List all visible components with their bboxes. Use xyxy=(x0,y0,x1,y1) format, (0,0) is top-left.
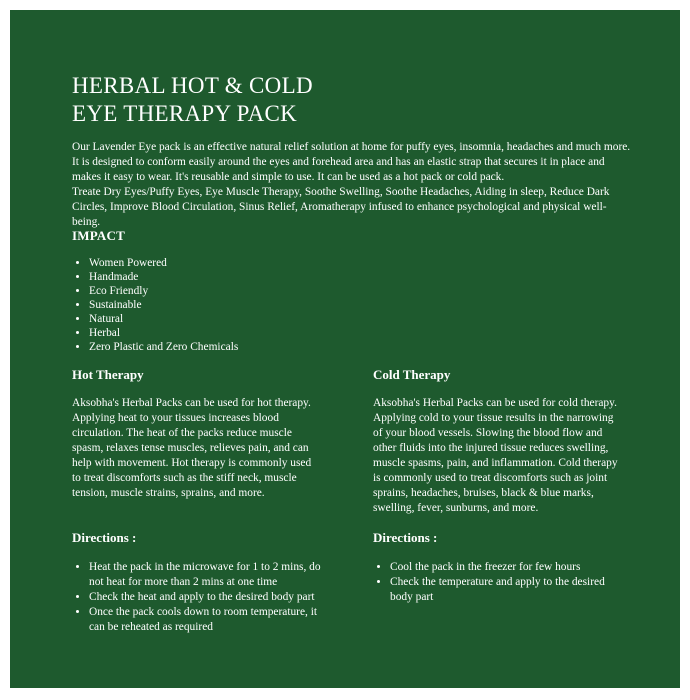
hot-directions-heading: Directions : xyxy=(72,530,137,545)
impact-item: • Eco Friendly xyxy=(89,284,238,298)
hot-direction-item: • Heat the pack in the microwave for 1 to 2 mins, do not heat for more than 2 mins at one time xyxy=(89,560,324,590)
intro-paragraph-2: Treate Dry Eyes/Puffy Eyes, Eye Muscle Therapy, Soothe Swelling, Soothe Headaches, Aiding in sleep, Reduce Dark Circles, Improve Blood Circulation, Sinus Relief, Aromatherapy infused to enhance psychological and physical well-being. xyxy=(72,186,610,228)
cold-direction-item: • Check the temperature and apply to the desired body part xyxy=(390,575,625,605)
impact-list xyxy=(72,256,238,354)
cold-directions-heading: Directions : xyxy=(373,530,438,545)
impact-heading: IMPACT xyxy=(72,228,125,243)
impact-item: • Natural xyxy=(89,312,238,326)
impact-item: • Handmade xyxy=(89,270,238,284)
product-info-panel xyxy=(10,10,680,688)
hot-directions-list xyxy=(72,560,324,635)
intro-description xyxy=(72,140,632,230)
title-line-2: EYE THERAPY PACK xyxy=(72,101,298,126)
cold-directions-list xyxy=(373,560,625,605)
intro-paragraph-1: Our Lavender Eye pack is an effective natural relief solution at home for puffy eyes, insomnia, headaches and much more. It is designed to conform easily around the eyes and forehead area and has an elastic strap that secures it in place and makes it easy to wear. It's reusable and simple to use. It can be used as a hot pack or cold pack. xyxy=(72,141,631,183)
title-line-1: HERBAL HOT & COLD xyxy=(72,73,313,98)
cold-therapy-text: Aksobha's Herbal Packs can be used for cold therapy. Applying cold to your tissue results in the narrowing of your blood vessels. Slowing the blood flow and other fluids into the injured tissue reduces swelling, muscle spasms, pain, and inflammation. Cold therapy is commonly used to treat discomforts such as joint sprains, headaches, bruises, black & blue marks, swelling, fever, sunburns, and more. xyxy=(373,397,618,514)
page-title xyxy=(72,72,313,128)
impact-item: • Zero Plastic and Zero Chemicals xyxy=(89,340,238,354)
hot-therapy-heading: Hot Therapy xyxy=(72,367,144,382)
impact-item: • Herbal xyxy=(89,326,238,340)
cold-therapy-heading: Cold Therapy xyxy=(373,367,451,382)
hot-direction-item: • Check the heat and apply to the desired body part xyxy=(89,590,324,605)
impact-item: • Sustainable xyxy=(89,298,238,312)
hot-direction-item: • Once the pack cools down to room temperature, it can be reheated as required xyxy=(89,605,324,635)
impact-item: • Women Powered xyxy=(89,256,238,270)
cold-direction-item: • Cool the pack in the freezer for few hours xyxy=(390,560,625,575)
hot-therapy-text: Aksobha's Herbal Packs can be used for hot therapy. Applying heat to your tissues increases blood circulation. The heat of the packs reduce muscle spasm, relaxes tense muscles, relieves pain, and can help with movement. Hot therapy is commonly used to treat discomforts such as the stiff neck, muscle tension, muscle strains, sprains, and more. xyxy=(72,397,312,499)
